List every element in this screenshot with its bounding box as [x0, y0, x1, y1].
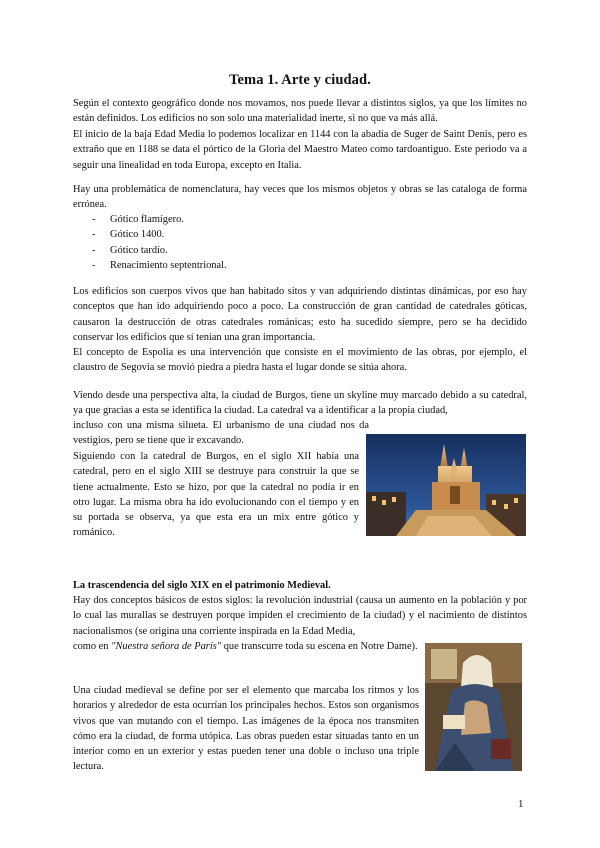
section3-paragraph-1-top: Viendo desde una perspectiva alta, la ciudad de Burgos, tiene un skyline muy marcado debido a su catedral, ya que gracias a esta se identifica la ciudad. La catedral va a identificar a la propia ciudad, [73, 390, 527, 417]
burgos-cathedral-illustration [366, 434, 526, 536]
section4-paragraph-1-rest: como en "Nuestra señora de París" que transcurre toda su escena en Notre Dame). [73, 641, 418, 652]
page-title: Tema 1. Arte y ciudad. [229, 72, 371, 88]
page-number: 1 [518, 798, 524, 810]
burgos-cathedral-photo [366, 434, 526, 536]
gothic-style-list [92, 212, 227, 273]
list-item: - Gótico flamígero. [92, 214, 184, 225]
section4-heading: La trascendencia del siglo XIX en el patrimonio Medieval. [73, 580, 331, 591]
list-item: - Gótico tardío. [92, 244, 168, 256]
list-item: - Gótico 1400. [92, 229, 165, 241]
section3-paragraph-2: Siguiendo con la catedral de Burgos, en el siglo XII había una catedral, pero en el siglo XIII se destruye para construir la que se tiene actualmente. Esto se hizo, por que la catedral no podía ir en otro lugar. La misma obra ha ido evolucionando con el tiempo y en su portada se observa, ya que esta era un mix entre gótico y románico. [73, 451, 359, 539]
section2-paragraph-2: El concepto de Espolia es una intervención que consiste en el movimiento de las obras, por ejemplo, el claustro de Segovia se movió piedra a piedra hasta el lugar donde se sitúa ahora. [73, 347, 527, 374]
section4-paragraph-2: Una ciudad medieval se define por ser el elemento que marcaba los ritmos y los horarios y alrededor de esta ocurrían los principales hechos. Estos son organismos vivos que van mutando con el tiempo. Las imágenes de la época nos transmiten cómo era la ciudad, de forma utópica. Las obras pueden estar situadas tanto en un interior como en un exterior y estas pueden tener una doble o incluso una triple lectura. [73, 685, 419, 773]
virgin-painting [425, 643, 522, 771]
novel-title: "Nuestra señora de París" [111, 641, 222, 652]
list-item: - Renacimiento septentrional. [92, 259, 227, 271]
intro-paragraph-2: El inicio de la baja Edad Media lo podemos localizar en 1144 con la abadía de Suger de Saint Denis, pero es extraño que en 1188 se data el pórtico de la Gloria del Maestro Mateo como tardoantiguo. Este periodo va a seguir una linealidad en toda Europa, excepto en Italia. [73, 129, 527, 171]
intro-paragraph-3: Hay una problemática de nomenclatura, hay veces que los mismos objetos y obras se las cataloga de forma errónea. [73, 184, 527, 211]
section3-paragraph-1-rest: incluso con una misma silueta. El urbanismo de una ciudad nos da vestigios, pero se tiene que ir excavando. [73, 420, 369, 447]
intro-paragraph-1: Según el contexto geográfico donde nos movamos, nos puede llevar a distintos siglos, ya que los límites no están definidos. Los edificios no son solo una materialidad inerte, si no que va más allá. [73, 98, 527, 125]
virgin-painting-illustration [425, 643, 522, 771]
section4-paragraph-1-top: Hay dos conceptos básicos de estos siglos: la revolución industrial (causa un aumento en la población y por lo cual las murallas se destruyen porque impiden el crecimiento de la ciudad) y el nacimiento de distintos nacionalismos (se origina una corriente inspirada en la Edad Media, [73, 595, 527, 637]
section2-paragraph-1: Los edificios son cuerpos vivos que han habitado sitos y van adquiriendo distintas dinámicas, por eso hay conceptos que han ido adquiriendo poco a poco. La construcción de gran cantidad de catedrales góticas, causaron la destrucción de otras catedrales románicas; esto ha sucedido siempre, pero se ha decidido conservar los edificios que sí tenían una gran importancia. [73, 286, 527, 343]
